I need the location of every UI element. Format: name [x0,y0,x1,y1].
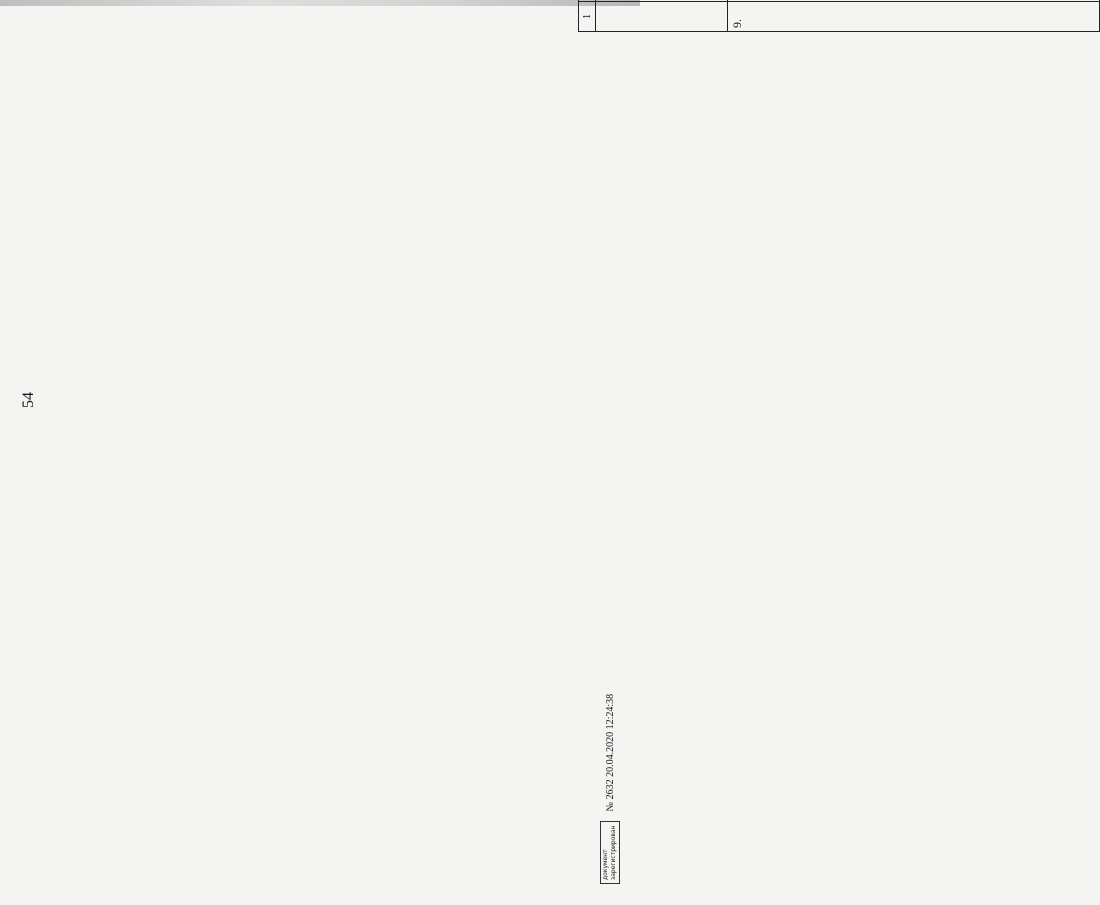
budget-table [578,0,1100,32]
header-cell: 1 [579,2,596,32]
table-row [727,0,820,32]
row-number-cell: 9. [727,2,1099,32]
stamp-line: зарегистрирован [610,825,617,880]
object-name-cell [727,0,1099,2]
rotated-table-container [578,0,1100,32]
page-number: 54 [20,392,37,408]
registration-footer [600,694,620,884]
header-cell [579,0,596,2]
stamp-line: документ [602,849,609,880]
table-row [596,0,728,32]
scan-edge [0,0,640,6]
header-row [579,0,596,32]
registration-stamp [600,821,620,884]
table-cell [596,0,728,2]
registration-number: № 2632 20.04.2020 12:24:38 [604,693,616,812]
table-cell [596,2,728,32]
